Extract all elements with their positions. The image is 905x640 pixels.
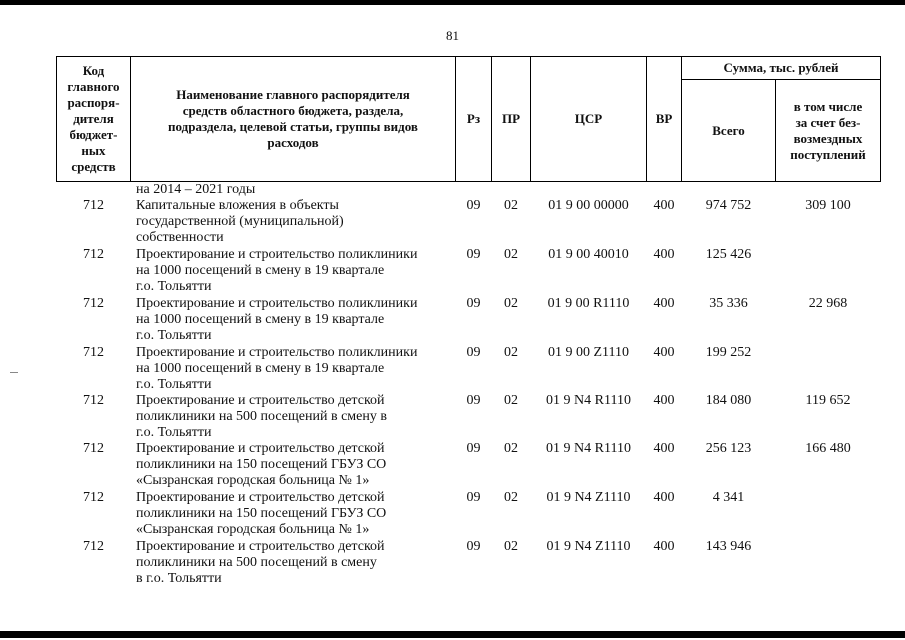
row-vr: 400 [653,296,675,311]
row-pr: 02 [504,296,518,311]
row-pr: 02 [504,539,518,554]
row-pr: 02 [504,345,518,360]
row-name: Проектирование и строительство поликлиники на 1000 посещений в смену в 19 квартале г.о. Тольятти [136,345,418,392]
header-csr: ЦСР [574,111,603,126]
row-rz: 09 [466,539,481,554]
row-vr: 400 [653,247,675,262]
row-pr: 02 [504,247,518,262]
row-rz: 09 [466,490,481,505]
header-vr: ВР [655,111,673,126]
row-vr: 400 [653,393,675,408]
row-code: 712 [83,393,104,408]
row-code: 712 [83,296,104,311]
row-rz: 09 [466,247,481,262]
header-rz: Рз [466,111,481,126]
row-name: Проектирование и строительство поликлиники на 1000 посещений в смену в 19 квартале г.о. Тольятти [136,247,418,294]
row-total: 125 426 [705,247,752,262]
row-name: Проектирование и строительство поликлиники на 1000 посещений в смену в 19 квартале г.о. Тольятти [136,296,418,343]
row-rz: 09 [466,198,481,213]
row-total: 143 946 [705,539,752,554]
top-border [0,0,905,5]
row-vr: 400 [653,490,675,505]
row-code: 712 [83,247,104,262]
row-total: 4 341 [712,490,745,505]
row-csr: 01 9 N4 R1110 [546,441,631,456]
header-sum: Сумма, тыс. рублей [723,60,839,75]
row-name: Проектирование и строительство детской поликлиники на 150 посещений ГБУЗ СО «Сызранская городская больница № 1» [136,441,387,488]
row-csr: 01 9 N4 Z1110 [546,539,631,554]
row-incl: 119 652 [805,393,851,408]
row-name: Проектирование и строительство детской поликлиники на 500 посещений в смену в г.о. Тольятти [136,393,387,440]
row-incl: 22 968 [808,296,848,311]
row-code: 712 [83,490,104,505]
row-rz: 09 [466,296,481,311]
row-name: Капитальные вложения в объекты государственной (муниципальной) собственности [136,198,344,245]
row-pr: 02 [504,393,518,408]
header-code: Код главного распоря- дителя бюджет- ных средств [67,63,120,174]
row-pr: 02 [504,441,518,456]
header-total: Всего [712,122,745,138]
row-pr: 02 [504,198,518,213]
row-code: 712 [83,441,104,456]
row-total: 184 080 [705,393,752,408]
header-name: Наименование главного распорядителя средств областного бюджета, раздела, подраздела, целевой статьи, группы видов расходов [168,87,418,150]
row-total: 974 752 [705,198,752,213]
continuation-text: на 2014 – 2021 годы [136,182,256,197]
row-vr: 400 [653,539,675,554]
row-rz: 09 [466,393,481,408]
row-vr: 400 [653,345,675,360]
row-total: 199 252 [705,345,752,360]
row-csr: 01 9 00 00000 [548,198,629,213]
bottom-border [0,631,905,638]
row-name: Проектирование и строительство детской поликлиники на 500 посещений в смену в г.о. Тольятти [136,539,385,586]
row-rz: 09 [466,345,481,360]
row-code: 712 [83,198,104,213]
row-vr: 400 [653,441,675,456]
row-code: 712 [83,539,104,554]
row-vr: 400 [653,198,675,213]
row-csr: 01 9 00 R1110 [547,296,630,311]
scan-mark [10,372,18,373]
row-csr: 01 9 N4 R1110 [546,393,631,408]
row-incl: 166 480 [805,441,851,456]
row-csr: 01 9 N4 Z1110 [546,490,631,505]
row-rz: 09 [466,441,481,456]
row-total: 35 336 [709,296,748,311]
row-name: Проектирование и строительство детской поликлиники на 150 посещений ГБУЗ СО «Сызранская городская больница № 1» [136,490,387,537]
row-incl: 309 100 [805,198,851,213]
row-csr: 01 9 00 Z1110 [547,345,629,360]
row-code: 712 [83,345,104,360]
header-incl: в том числе за счет без- возмездных поступлений [790,98,866,162]
row-csr: 01 9 00 40010 [548,247,629,262]
row-total: 256 123 [705,441,752,456]
page-number: 81 [446,28,459,43]
row-pr: 02 [504,490,518,505]
header-pr: ПР [501,111,521,126]
